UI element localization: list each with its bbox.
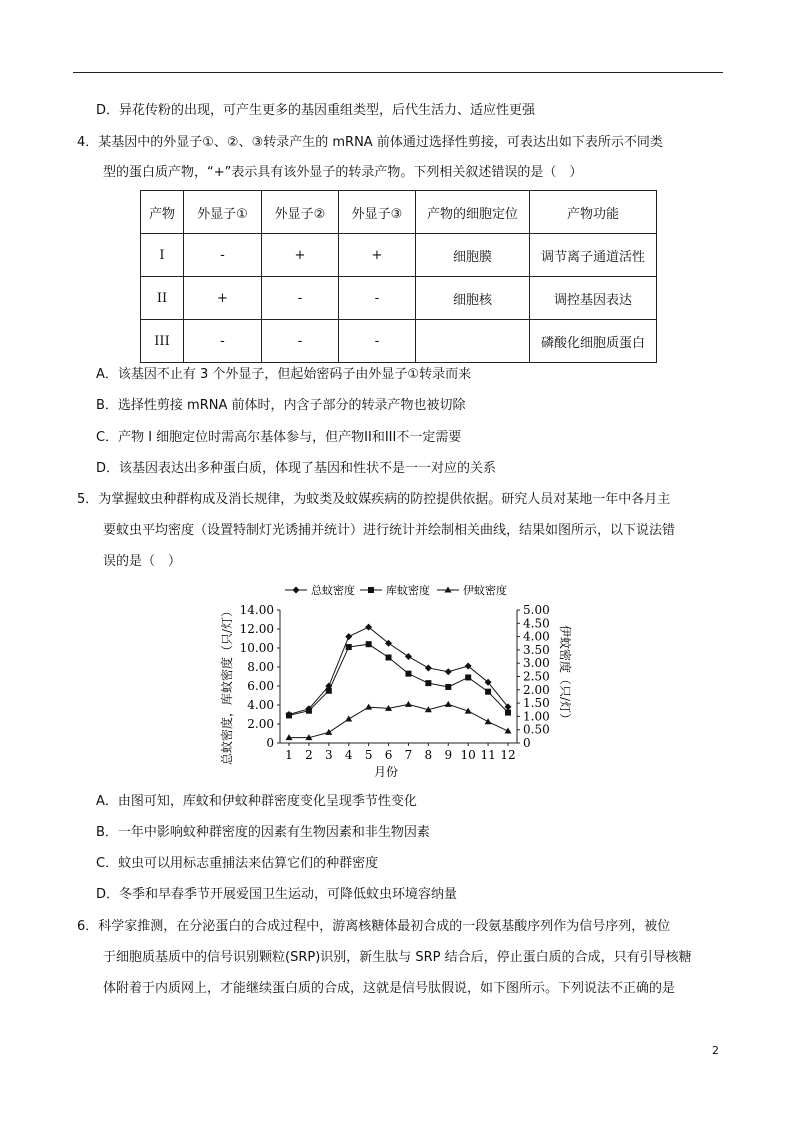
table-header: 外显子② xyxy=(262,191,339,234)
y-tick-label-right: 3.50 xyxy=(523,642,550,657)
x-tick-label: 11 xyxy=(480,748,496,762)
q5-option-b: B．一年中影响蚊种群密度的因素有生物因素和非生物因素 xyxy=(96,825,430,840)
x-tick-label: 7 xyxy=(404,748,413,762)
y-tick-label-right: 4.50 xyxy=(523,616,550,631)
table-header-row xyxy=(141,191,657,234)
table-cell: + xyxy=(262,234,339,277)
mosquito-density-chart xyxy=(205,578,575,783)
table-cell: - xyxy=(262,320,339,363)
data-point xyxy=(505,710,511,716)
x-tick-label: 9 xyxy=(444,748,453,762)
exon-table xyxy=(140,190,657,363)
table-header: 外显子③ xyxy=(339,191,416,234)
data-point xyxy=(345,633,352,640)
table-header: 产物 xyxy=(141,191,184,234)
table-cell: + xyxy=(339,234,416,277)
q4-option-d: D．该基因表达出多种蛋白质，体现了基因和性状不是一一对应的关系 xyxy=(96,461,497,476)
table-cell: - xyxy=(262,277,339,320)
q5-option-a: A．由图可知，库蚊和伊蚊种群密度变化呈现季节性变化 xyxy=(96,794,417,809)
x-tick-label: 3 xyxy=(324,748,333,762)
legend-label: 伊蚊密度 xyxy=(463,584,507,597)
table-header: 外显子① xyxy=(184,191,262,234)
y-tick-label-right: 3.00 xyxy=(523,656,550,671)
q5-option-c: C．蚊虫可以用标志重捕法来估算它们的种群密度 xyxy=(96,856,379,871)
y-tick-label-left: 2.00 xyxy=(247,717,274,731)
q5-option-d: D．冬季和早春季节开展爱国卫生运动，可降低蚊虫环境容纳量 xyxy=(96,887,458,902)
data-point xyxy=(505,728,512,734)
y-tick-label-left: 6.00 xyxy=(247,679,274,693)
legend-marker xyxy=(293,587,300,594)
x-tick-label: 8 xyxy=(424,748,433,762)
q3-option-d: D．异花传粉的出现，可产生更多的基因重组类型，后代生活力、适应性更强 xyxy=(96,103,536,118)
y-tick-label-right: 1.00 xyxy=(523,709,550,724)
data-point xyxy=(485,689,491,695)
q5-stem-line-2: 要蚊虫平均密度（设置特制灯光诱捕并统计）进行统计并绘制相关曲线，结果如图所示，以下说法错 xyxy=(103,523,676,538)
table-cell: 细胞膜 xyxy=(416,234,530,277)
data-point xyxy=(425,664,432,671)
x-tick-label: 2 xyxy=(305,748,313,762)
y-tick-label-right: 1.50 xyxy=(523,696,550,711)
y-axis-label-right: 伊蚊密度（只/灯） xyxy=(558,624,572,726)
data-point xyxy=(386,655,392,661)
x-tick-label: 6 xyxy=(384,748,393,762)
table-cell: 调节离子通道活性 xyxy=(530,234,657,277)
data-point xyxy=(306,708,312,714)
legend-label: 库蚊密度 xyxy=(386,584,430,597)
legend-label: 总蚊密度 xyxy=(311,584,355,597)
table-cell: 调控基因表达 xyxy=(530,277,657,320)
table-cell: - xyxy=(339,320,416,363)
q5-stem-line-1: 5．为掌握蚊虫种群构成及消长规律，为蚊类及蚊媒疾病的防控提供依据。研究人员对某地一年中各月主 xyxy=(77,492,671,507)
y-axis-label-left: 总蚊密度，库蚊密度（只/灯） xyxy=(220,604,234,766)
q4-stem-line-1: 4．某基因中的外显子①、②、③转录产生的 mRNA 前体通过选择性剪接，可表达出如下表所示不同类 xyxy=(77,135,663,150)
data-point xyxy=(345,716,352,722)
series-line xyxy=(289,644,508,715)
table-row xyxy=(141,320,657,363)
q4-option-a: A．该基因不止有 3 个外显子，但起始密码子由外显子①转录而来 xyxy=(96,367,472,382)
q4-option-b: B．选择性剪接 mRNA 前体时，内含子部分的转录产物也被切除 xyxy=(96,398,466,413)
data-point xyxy=(405,701,412,707)
chart-plot-area xyxy=(286,624,512,741)
legend-marker xyxy=(368,587,374,593)
x-tick-label: 4 xyxy=(344,748,353,762)
header-rule xyxy=(73,72,723,73)
x-tick-label: 12 xyxy=(500,748,516,762)
y-tick-label-left: 8.00 xyxy=(247,660,274,674)
q6-stem-line-3: 体附着于内质网上，才能继续蛋白质的合成，这就是信号肽假说，如下图所示。下列说法不正确的是 xyxy=(103,981,676,996)
table-row xyxy=(141,277,657,320)
table-row xyxy=(141,234,657,277)
data-point xyxy=(465,674,471,680)
table-header: 产物的细胞定位 xyxy=(416,191,530,234)
series-line xyxy=(289,627,508,714)
table-cell: III xyxy=(141,320,184,363)
data-point xyxy=(405,653,412,660)
y-tick-label-right: 0.50 xyxy=(523,722,550,737)
y-tick-label-right: 2.50 xyxy=(523,669,550,684)
x-axis-label: 月份 xyxy=(373,765,399,779)
q4-option-c: C．产物 I 细胞定位时需高尔基体参与，但产物II和III不一定需要 xyxy=(96,430,462,445)
table-header: 产物功能 xyxy=(530,191,657,234)
q4-stem-line-2: 型的蛋白质产物，“+”表示具有该外显子的转录产物。下列相关叙述错误的是（ ） xyxy=(103,165,583,180)
x-tick-label: 5 xyxy=(364,748,373,762)
y-tick-label-left: 0 xyxy=(266,736,274,750)
chart-legend xyxy=(285,583,507,597)
y-tick-label-right: 0 xyxy=(523,736,531,750)
data-point xyxy=(286,712,292,718)
data-point xyxy=(445,701,452,707)
data-point xyxy=(346,644,352,650)
table-cell: + xyxy=(184,277,262,320)
q5-stem-line-3: 误的是（ ） xyxy=(103,554,182,569)
data-point xyxy=(325,729,332,735)
data-point xyxy=(485,718,492,724)
table-cell: II xyxy=(141,277,184,320)
data-point xyxy=(405,671,411,677)
y-tick-label-left: 10.00 xyxy=(239,641,274,655)
data-point xyxy=(445,684,451,690)
y-tick-label-left: 12.00 xyxy=(239,622,274,636)
q6-stem-line-1: 6．科学家推测，在分泌蛋白的合成过程中，游离核糖体最初合成的一段氨基酸序列作为信号序列，被位 xyxy=(77,919,671,934)
table-cell: - xyxy=(339,277,416,320)
y-tick-label-left: 14.00 xyxy=(239,603,274,617)
x-tick-label: 10 xyxy=(460,748,476,762)
y-tick-label-left: 4.00 xyxy=(247,698,274,712)
table-cell: I xyxy=(141,234,184,277)
data-point xyxy=(425,680,431,686)
y-tick-label-right: 4.00 xyxy=(523,629,550,644)
data-point xyxy=(366,641,372,647)
q6-stem-line-2: 于细胞质基质中的信号识别颗粒(SRP)识别，新生肽与 SRP 结合后，停止蛋白质的合成，只有引导核糖 xyxy=(103,950,692,965)
table-cell: 磷酸化细胞质蛋白 xyxy=(530,320,657,363)
data-point xyxy=(445,668,452,675)
table-cell: 细胞核 xyxy=(416,277,530,320)
series-line xyxy=(289,704,508,737)
table-cell: - xyxy=(184,234,262,277)
table-cell xyxy=(416,320,530,363)
chart-ticks xyxy=(240,603,550,762)
data-point xyxy=(365,704,372,710)
x-tick-label: 1 xyxy=(285,748,293,762)
table-cell: - xyxy=(184,320,262,363)
y-tick-label-right: 2.00 xyxy=(523,682,550,697)
data-point xyxy=(326,688,332,694)
page-number: 2 xyxy=(712,1044,719,1057)
y-tick-label-right: 5.00 xyxy=(523,603,550,617)
